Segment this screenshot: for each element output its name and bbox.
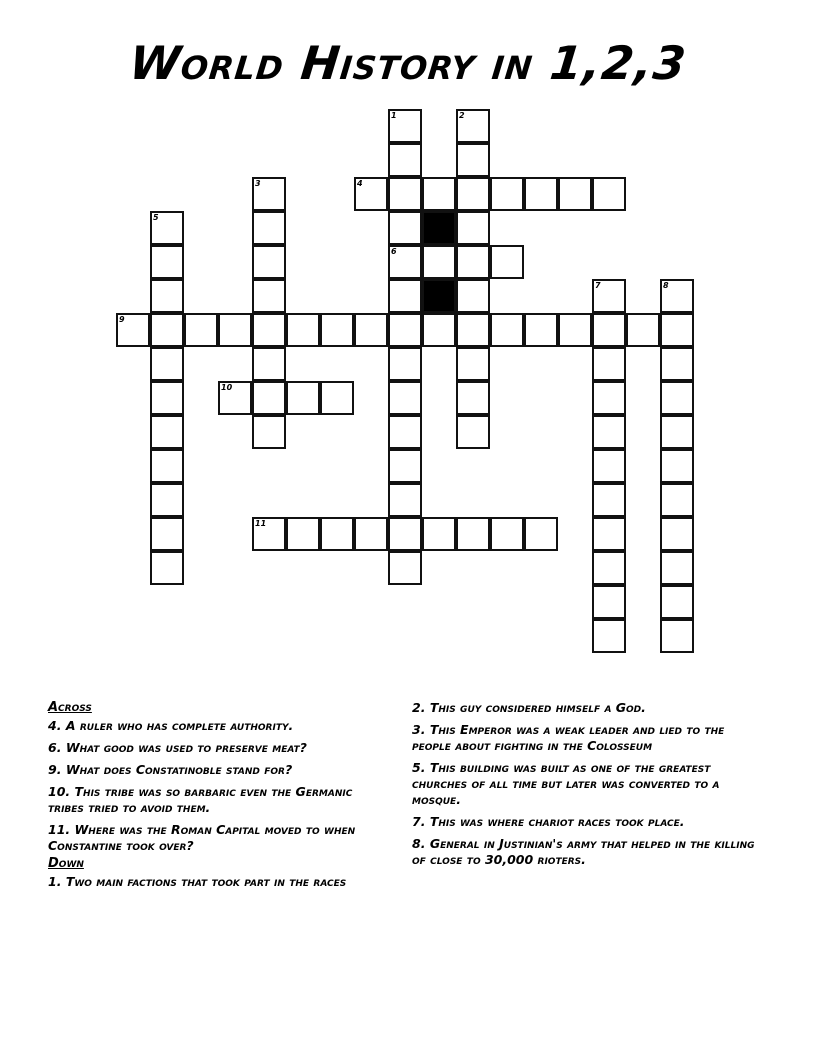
clue-across-11 (48, 822, 378, 854)
grid-cell[interactable] (592, 449, 626, 483)
grid-cell[interactable] (252, 517, 286, 551)
grid-cell[interactable] (660, 619, 694, 653)
clue-number: 3. (412, 722, 426, 737)
clue-down-8 (412, 836, 757, 868)
grid-cell[interactable] (592, 517, 626, 551)
grid-cell[interactable] (150, 347, 184, 381)
grid-cell[interactable] (456, 143, 490, 177)
grid-cell[interactable] (388, 245, 422, 279)
grid-cell[interactable] (252, 381, 286, 415)
clue-number-label: 5 (153, 213, 159, 222)
grid-cell[interactable] (422, 177, 456, 211)
grid-cell[interactable] (558, 313, 592, 347)
grid-cell[interactable] (490, 517, 524, 551)
clue-number-label: 7 (595, 281, 601, 290)
grid-cell[interactable] (286, 381, 320, 415)
grid-cell[interactable] (388, 313, 422, 347)
grid-cell[interactable] (660, 449, 694, 483)
grid-cell[interactable] (150, 517, 184, 551)
clue-down-2 (412, 700, 757, 716)
grid-cell[interactable] (150, 551, 184, 585)
grid-cell[interactable] (592, 551, 626, 585)
grid-cell[interactable] (252, 211, 286, 245)
clue-text: General in Justinian's army that helped in the killing of close to 30,000 rioters. (412, 836, 755, 867)
grid-block-cell (422, 211, 456, 245)
grid-cell[interactable] (422, 313, 456, 347)
grid-cell[interactable] (320, 313, 354, 347)
clue-number: 4. (48, 718, 62, 733)
grid-cell[interactable] (388, 211, 422, 245)
grid-cell[interactable] (286, 517, 320, 551)
grid-cell[interactable] (626, 313, 660, 347)
clue-number-label: 3 (255, 179, 261, 188)
grid-cell[interactable] (660, 517, 694, 551)
grid-cell[interactable] (320, 381, 354, 415)
grid-cell[interactable] (218, 313, 252, 347)
grid-cell[interactable] (456, 177, 490, 211)
grid-cell[interactable] (150, 245, 184, 279)
grid-cell[interactable] (490, 177, 524, 211)
grid-cell[interactable] (422, 245, 456, 279)
clue-number: 8. (412, 836, 426, 851)
grid-cell[interactable] (388, 279, 422, 313)
clue-number-label: 10 (221, 383, 233, 392)
grid-cell[interactable] (592, 619, 626, 653)
grid-cell[interactable] (150, 449, 184, 483)
clues-left-column (48, 700, 378, 896)
grid-cell[interactable] (456, 109, 490, 143)
grid-cell[interactable] (592, 381, 626, 415)
grid-cell[interactable] (150, 381, 184, 415)
grid-cell[interactable] (592, 347, 626, 381)
clue-number-label: 9 (119, 315, 125, 324)
grid-cell[interactable] (252, 347, 286, 381)
grid-cell[interactable] (456, 279, 490, 313)
grid-cell[interactable] (660, 279, 694, 313)
grid-cell[interactable] (456, 415, 490, 449)
clue-number-label: 11 (255, 519, 267, 528)
clue-across-10 (48, 784, 378, 816)
grid-cell[interactable] (388, 517, 422, 551)
grid-cell[interactable] (490, 245, 524, 279)
across-heading: Across (48, 700, 92, 715)
grid-cell[interactable] (388, 551, 422, 585)
grid-cell[interactable] (150, 415, 184, 449)
grid-cell[interactable] (252, 177, 286, 211)
grid-cell[interactable] (388, 449, 422, 483)
clue-across-6 (48, 740, 378, 756)
grid-cell[interactable] (524, 177, 558, 211)
grid-cell[interactable] (456, 313, 490, 347)
clue-number: 7. (412, 814, 426, 829)
clue-text: Two main factions that took part in the races (65, 874, 347, 889)
clue-down-7 (412, 814, 757, 830)
clue-text: This was where chariot races took place. (429, 814, 685, 829)
grid-cell[interactable] (660, 347, 694, 381)
clue-text: This Emperor was a weak leader and lied to the people about fighting in the Colosseum (412, 722, 725, 753)
clue-text: What good was used to preserve meat? (65, 740, 307, 755)
grid-cell[interactable] (456, 347, 490, 381)
clue-number: 11. (48, 822, 71, 837)
grid-cell[interactable] (422, 517, 456, 551)
clue-down-3 (412, 722, 757, 754)
grid-cell[interactable] (252, 313, 286, 347)
page-title: World History in 1,2,3 (126, 36, 690, 90)
grid-cell[interactable] (320, 517, 354, 551)
grid-cell[interactable] (456, 381, 490, 415)
grid-cell[interactable] (150, 483, 184, 517)
clue-number: 6. (48, 740, 62, 755)
grid-cell[interactable] (660, 585, 694, 619)
clue-number-label: 4 (357, 179, 363, 188)
clue-number: 1. (48, 874, 62, 889)
clue-number: 9. (48, 762, 62, 777)
clue-text: This guy considered himself a God. (429, 700, 646, 715)
clue-number-label: 6 (391, 247, 397, 256)
grid-cell[interactable] (218, 381, 252, 415)
clue-across-9 (48, 762, 378, 778)
grid-cell[interactable] (388, 415, 422, 449)
grid-cell[interactable] (524, 313, 558, 347)
clue-number: 5. (412, 760, 426, 775)
clue-down-5 (412, 760, 757, 808)
grid-cell[interactable] (388, 143, 422, 177)
clue-text: Where was the Roman Capital moved to when Constantine took over? (48, 822, 356, 853)
clue-number: 2. (412, 700, 426, 715)
clue-text: This building was built as one of the greatest churches of all time but later was converted to a mosque. (412, 760, 720, 807)
grid-cell[interactable] (388, 109, 422, 143)
grid-cell[interactable] (354, 517, 388, 551)
clues-right-column (412, 700, 757, 874)
grid-cell[interactable] (456, 245, 490, 279)
grid-cell[interactable] (150, 279, 184, 313)
grid-cell[interactable] (524, 517, 558, 551)
grid-cell[interactable] (456, 211, 490, 245)
grid-cell[interactable] (354, 313, 388, 347)
grid-cell[interactable] (660, 381, 694, 415)
clue-across-4 (48, 718, 378, 734)
grid-cell[interactable] (558, 177, 592, 211)
clue-number-label: 8 (663, 281, 669, 290)
grid-cell[interactable] (660, 415, 694, 449)
grid-cell[interactable] (388, 177, 422, 211)
clue-text: A ruler who has complete authority. (65, 718, 294, 733)
grid-cell[interactable] (388, 381, 422, 415)
grid-cell[interactable] (592, 483, 626, 517)
grid-cell[interactable] (286, 313, 320, 347)
clue-down-1 (48, 874, 378, 890)
grid-cell[interactable] (184, 313, 218, 347)
clue-text: This tribe was so barbaric even the Germanic tribes tried to avoid them. (48, 784, 353, 815)
grid-cell[interactable] (252, 245, 286, 279)
grid-cell[interactable] (116, 313, 150, 347)
grid-cell[interactable] (592, 313, 626, 347)
grid-cell[interactable] (252, 415, 286, 449)
grid-cell[interactable] (150, 313, 184, 347)
grid-cell[interactable] (490, 313, 524, 347)
clue-number-label: 1 (391, 111, 397, 120)
grid-cell[interactable] (660, 483, 694, 517)
clue-text: What does Constatinoble stand for? (65, 762, 293, 777)
grid-block-cell (422, 279, 456, 313)
grid-cell[interactable] (252, 279, 286, 313)
down-heading: Down (48, 856, 84, 871)
grid-cell[interactable] (592, 415, 626, 449)
crossword-grid (117, 110, 697, 622)
grid-cell[interactable] (592, 585, 626, 619)
clue-number-label: 2 (459, 111, 465, 120)
grid-cell[interactable] (388, 483, 422, 517)
clue-number: 10. (48, 784, 71, 799)
grid-cell[interactable] (592, 279, 626, 313)
grid-cell[interactable] (456, 517, 490, 551)
grid-cell[interactable] (592, 177, 626, 211)
grid-cell[interactable] (354, 177, 388, 211)
grid-cell[interactable] (660, 313, 694, 347)
grid-cell[interactable] (150, 211, 184, 245)
grid-cell[interactable] (660, 551, 694, 585)
grid-cell[interactable] (388, 347, 422, 381)
